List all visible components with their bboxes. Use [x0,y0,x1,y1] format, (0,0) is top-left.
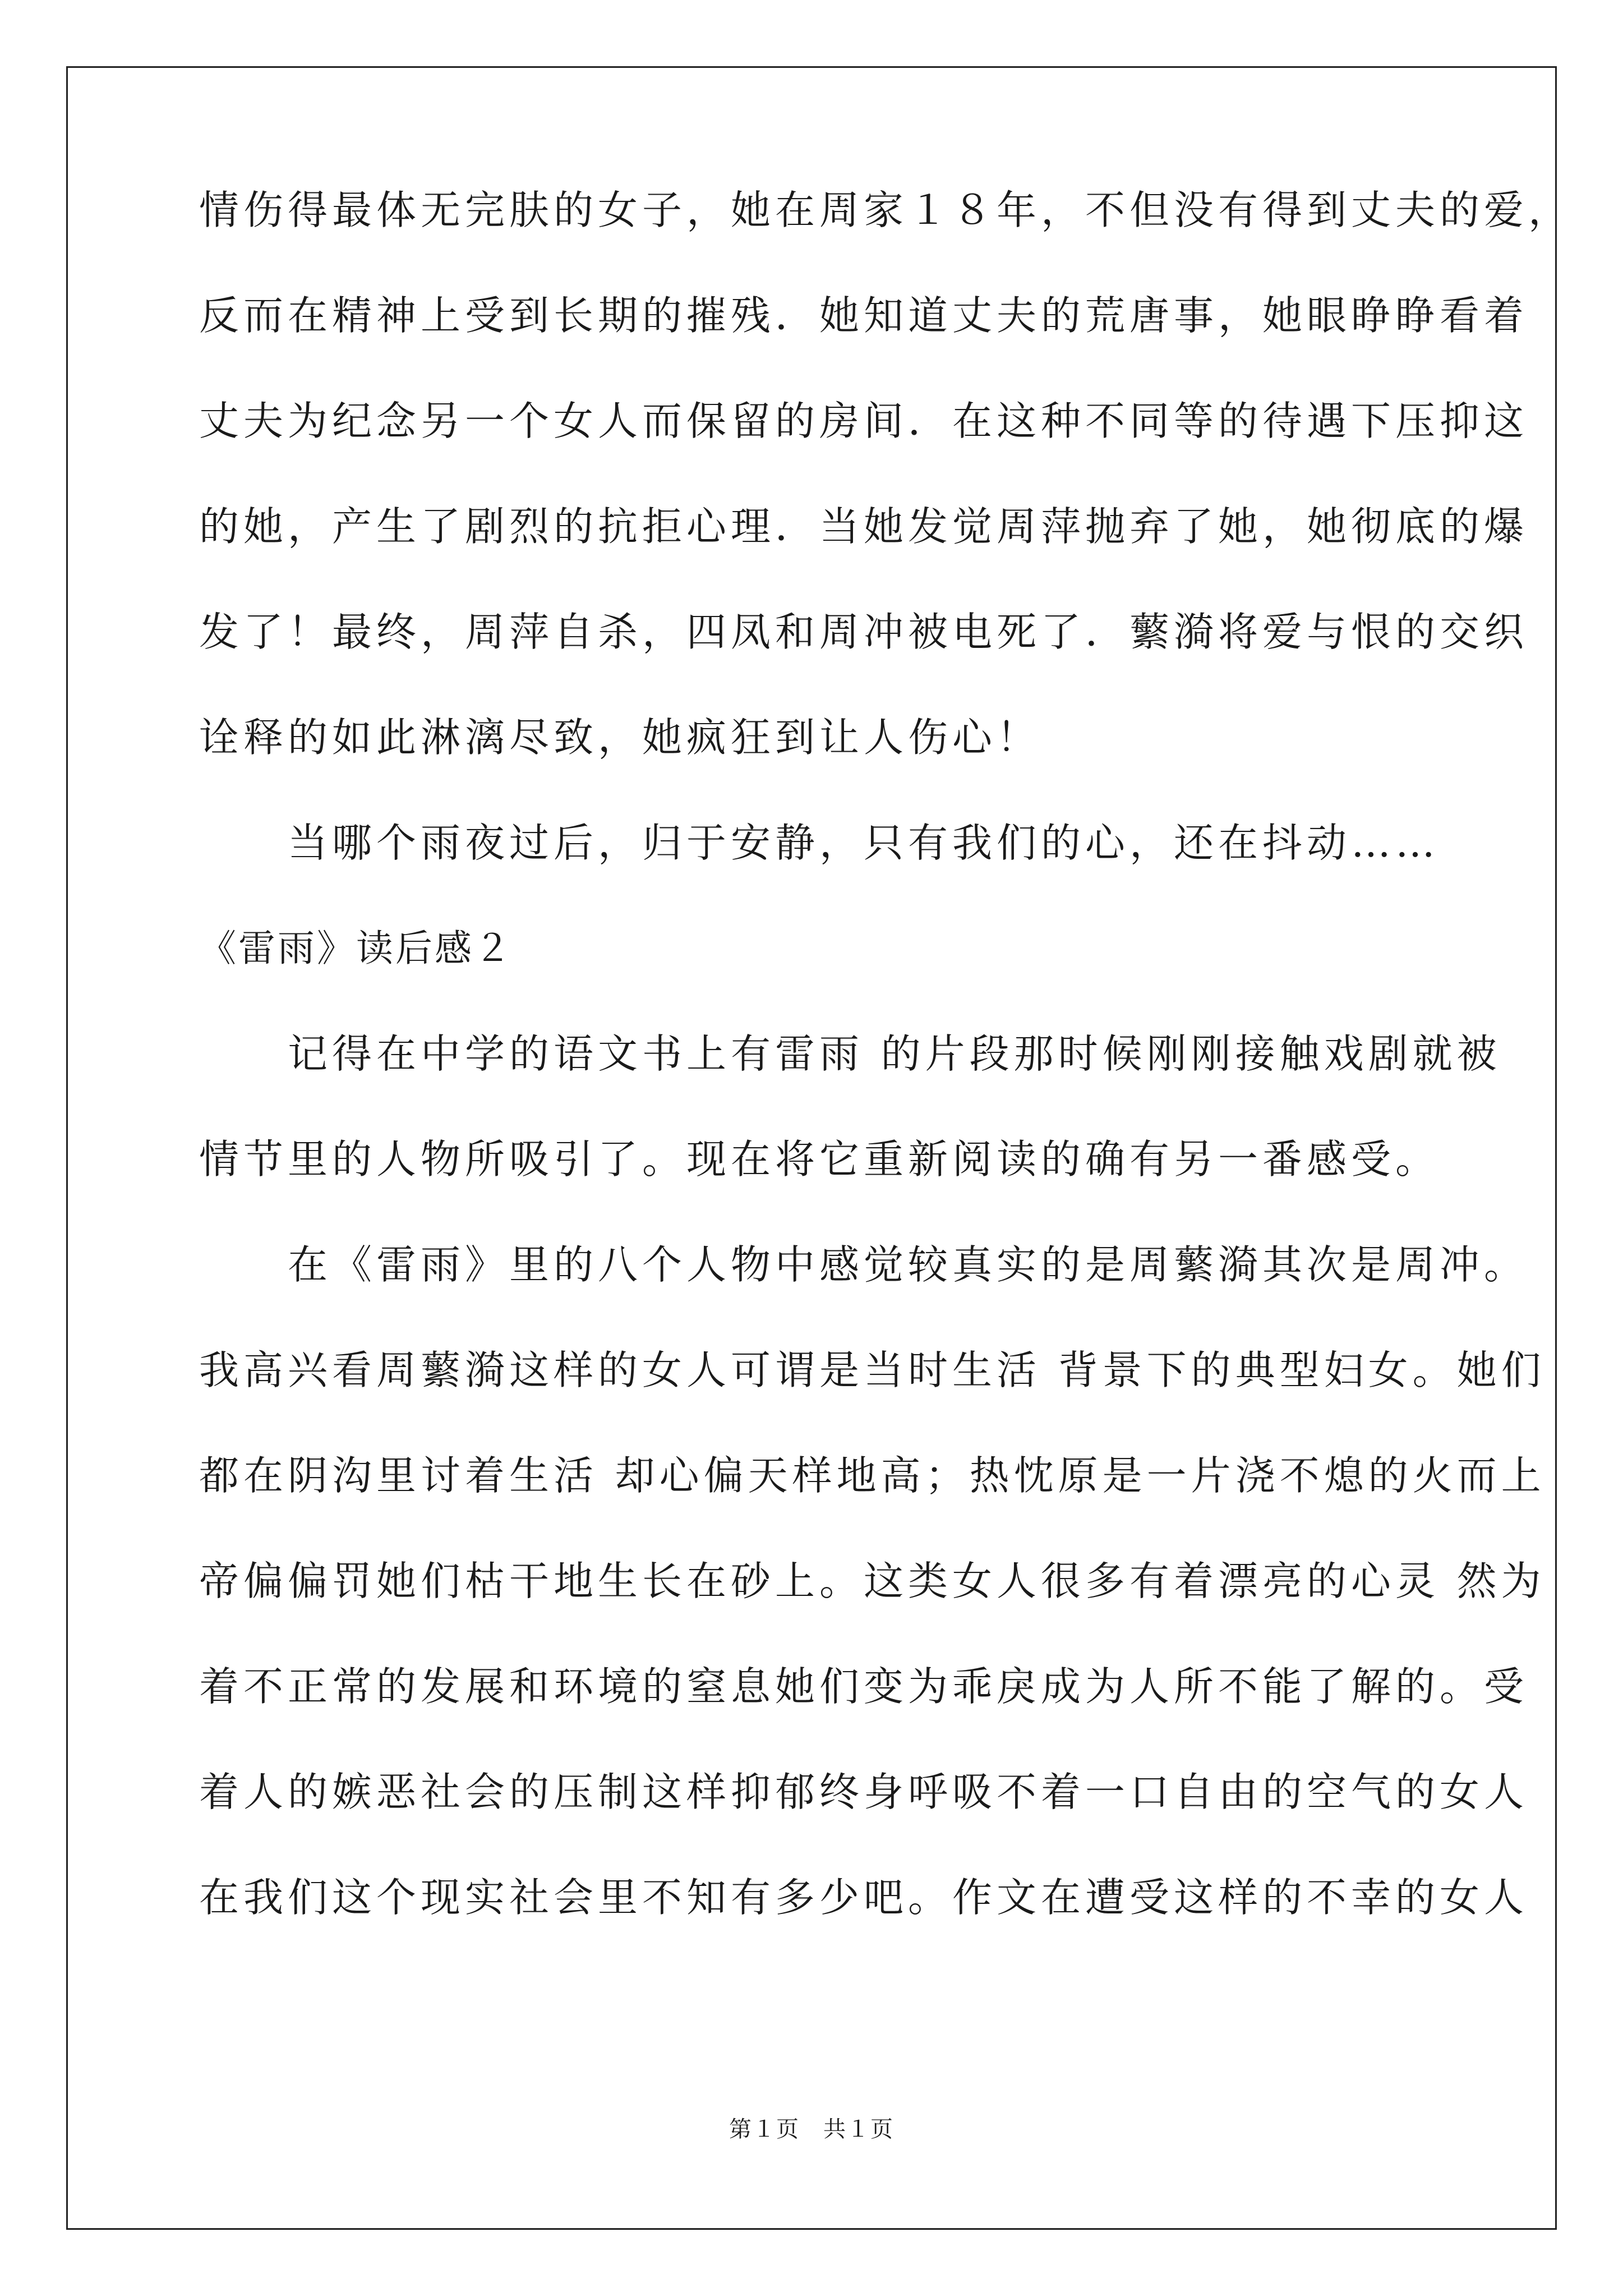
text-line: 在《雷雨》里的八个人物中感觉较真实的是周蘩漪其次是周冲。 [199,1241,1529,1288]
text-line: 帝偏偏罚她们枯干地生长在砂上。这类女人很多有着漂亮的心灵 然为 [199,1558,1546,1604]
text-line: 发了！最终，周萍自杀，四凤和周冲被电死了．蘩漪将爱与恨的交织 [199,609,1529,655]
text-line: 我高兴看周蘩漪这样的女人可谓是当时生活 背景下的典型妇女。她们 [199,1347,1546,1393]
text-line: 当哪个雨夜过后，归于安静，只有我们的心，还在抖动…… [199,820,1440,866]
text-line: 在我们这个现实社会里不知有多少吧。作文在遭受这样的不幸的女人 [199,1874,1529,1921]
section-heading: 《雷雨》读后感２ [199,927,513,970]
page-footer [0,2115,1623,2143]
text-line: 着人的嫉恶社会的压制这样抑郁终身呼吸不着一口自由的空气的女人 [199,1769,1529,1815]
page-number: 第１页 共１页 [729,2116,894,2142]
text-line: 的她，产生了剧烈的抗拒心理．当她发觉周萍抛弃了她，她彻底的爆 [199,503,1529,550]
text-line: 都在阴沟里讨着生活 却心偏天样地高；热忱原是一片浇不熄的火而上 [199,1452,1546,1499]
text-line: 诠释的如此淋漓尽致，她疯狂到让人伤心！ [199,714,1041,761]
text-line: 反而在精神上受到长期的摧残．她知道丈夫的荒唐事，她眼睁睁看着 [199,292,1529,339]
text-line: 丈夫为纪念另一个女人而保留的房间．在这种不同等的待遇下压抑这 [199,398,1529,444]
text-line: 记得在中学的语文书上有雷雨 的片段那时候刚刚接触戏剧就被 [199,1030,1501,1077]
text-line: 情节里的人物所吸引了。现在将它重新阅读的确有另一番感受。 [199,1136,1440,1182]
text-line: 着不正常的发展和环境的窒息她们变为乖戾成为人所不能了解的。受 [199,1663,1529,1710]
text-line: 情伤得最体无完肤的女子，她在周家１８年，不但没有得到丈夫的爱， [199,187,1573,233]
